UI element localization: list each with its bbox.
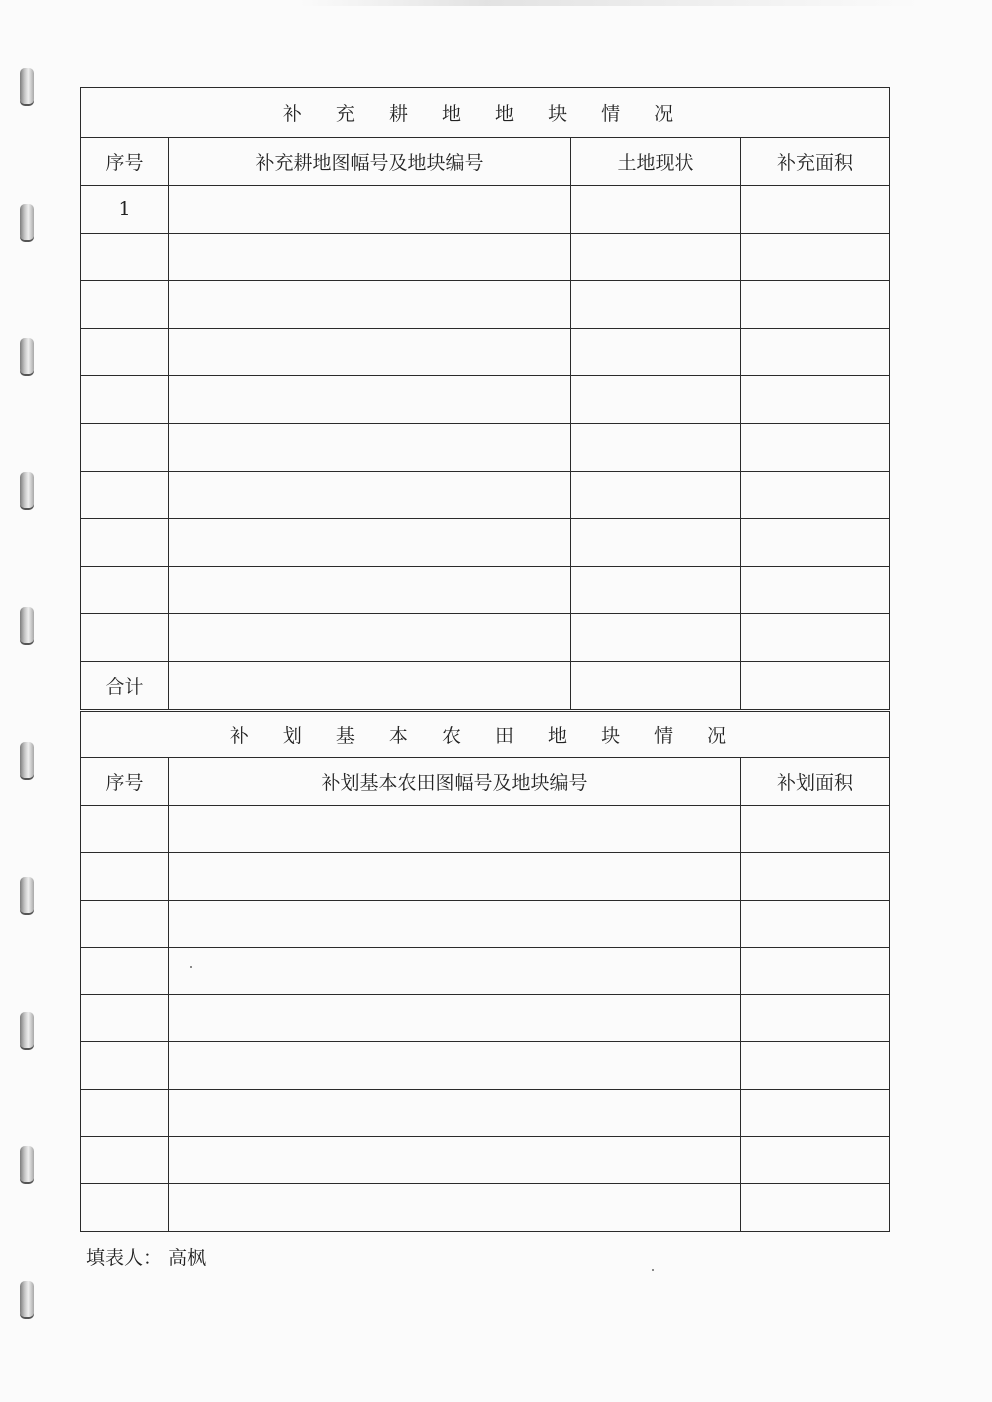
cell-map-no[interactable] <box>169 853 741 900</box>
cell-map-no[interactable] <box>169 947 741 994</box>
table-row <box>81 900 890 947</box>
cell-status[interactable] <box>571 614 741 662</box>
cell-status[interactable] <box>571 328 741 376</box>
scan-speck <box>652 1269 654 1271</box>
table-title-row <box>81 88 890 138</box>
table-body <box>81 806 890 1232</box>
cell-seq[interactable] <box>81 1042 169 1089</box>
table-row <box>81 566 890 614</box>
cell-map-no[interactable] <box>169 1137 741 1184</box>
header-seq: 序号 <box>81 758 169 806</box>
table-row <box>81 1184 890 1231</box>
supplement-basic-farmland-table <box>80 711 890 1232</box>
table-row <box>81 186 890 234</box>
cell-area[interactable] <box>741 1137 890 1184</box>
scan-smudge <box>300 0 920 6</box>
cell-status[interactable] <box>571 471 741 519</box>
binder-hole <box>20 742 34 778</box>
cell-map-no[interactable] <box>169 281 571 329</box>
table-title-row <box>81 712 890 758</box>
cell-status[interactable] <box>571 566 741 614</box>
binder-hole <box>20 68 34 104</box>
binder-hole <box>20 1012 34 1048</box>
section-title: 补 划 基 本 农 田 地 块 情 况 <box>81 712 890 758</box>
cell-map-no[interactable] <box>169 328 571 376</box>
cell-seq[interactable]: 1 <box>81 186 169 234</box>
cell-area[interactable] <box>741 233 890 281</box>
cell-seq[interactable] <box>81 281 169 329</box>
table-row <box>81 1042 890 1089</box>
cell-map-no[interactable] <box>169 423 571 471</box>
supplement-farmland-table <box>80 87 890 710</box>
table-header-row <box>81 138 890 186</box>
total-status-cell[interactable] <box>571 661 741 709</box>
total-row <box>81 661 890 709</box>
cell-status[interactable] <box>571 281 741 329</box>
scan-speck <box>190 966 192 968</box>
filler-name: 高枫 <box>168 1247 207 1269</box>
cell-area[interactable] <box>741 1089 890 1136</box>
cell-status[interactable] <box>571 186 741 234</box>
cell-map-no[interactable] <box>169 233 571 281</box>
filler-line <box>86 1243 206 1270</box>
cell-seq[interactable] <box>81 900 169 947</box>
binder-hole <box>20 472 34 508</box>
cell-map-no[interactable] <box>169 566 571 614</box>
cell-map-no[interactable] <box>169 1184 741 1231</box>
total-area-cell[interactable] <box>741 661 890 709</box>
cell-area[interactable] <box>741 376 890 424</box>
cell-map-no[interactable] <box>169 519 571 567</box>
cell-seq[interactable] <box>81 995 169 1042</box>
table-row <box>81 281 890 329</box>
cell-map-no[interactable] <box>169 376 571 424</box>
cell-area[interactable] <box>741 1042 890 1089</box>
binder-hole <box>20 338 34 374</box>
cell-seq[interactable] <box>81 519 169 567</box>
cell-seq[interactable] <box>81 1137 169 1184</box>
table-row <box>81 376 890 424</box>
cell-status[interactable] <box>571 233 741 281</box>
cell-seq[interactable] <box>81 614 169 662</box>
cell-map-no[interactable] <box>169 471 571 519</box>
header-map-number: 补划基本农田图幅号及地块编号 <box>169 758 741 806</box>
cell-area[interactable] <box>741 1184 890 1231</box>
cell-map-no[interactable] <box>169 900 741 947</box>
cell-map-no[interactable] <box>169 1042 741 1089</box>
table-row <box>81 1137 890 1184</box>
cell-seq[interactable] <box>81 1089 169 1136</box>
cell-area[interactable] <box>741 900 890 947</box>
cell-area[interactable] <box>741 281 890 329</box>
cell-area[interactable] <box>741 995 890 1042</box>
cell-seq[interactable] <box>81 947 169 994</box>
table-row <box>81 853 890 900</box>
cell-seq[interactable] <box>81 853 169 900</box>
cell-area[interactable] <box>741 423 890 471</box>
cell-seq[interactable] <box>81 471 169 519</box>
header-seq: 序号 <box>81 138 169 186</box>
table-body <box>81 186 890 662</box>
total-map-number-cell[interactable] <box>169 661 571 709</box>
cell-map-no[interactable] <box>169 186 571 234</box>
cell-map-no[interactable] <box>169 806 741 853</box>
header-land-status: 土地现状 <box>571 138 741 186</box>
binder-hole <box>20 877 34 913</box>
table-row <box>81 614 890 662</box>
cell-area[interactable] <box>741 566 890 614</box>
cell-seq[interactable] <box>81 1184 169 1231</box>
binder-hole <box>20 1281 34 1317</box>
cell-area[interactable] <box>741 186 890 234</box>
binder-hole <box>20 607 34 643</box>
cell-status[interactable] <box>571 519 741 567</box>
cell-seq[interactable] <box>81 233 169 281</box>
cell-map-no[interactable] <box>169 614 571 662</box>
cell-seq[interactable] <box>81 376 169 424</box>
section-title: 补 充 耕 地 地 块 情 况 <box>81 88 890 138</box>
table-row <box>81 947 890 994</box>
table-row <box>81 233 890 281</box>
header-area: 补划面积 <box>741 758 890 806</box>
total-label: 合计 <box>81 661 169 709</box>
header-map-number: 补充耕地图幅号及地块编号 <box>169 138 571 186</box>
table-row <box>81 423 890 471</box>
cell-status[interactable] <box>571 376 741 424</box>
binder-hole <box>20 1146 34 1182</box>
cell-status[interactable] <box>571 423 741 471</box>
binder-hole <box>20 204 34 240</box>
cell-seq[interactable] <box>81 566 169 614</box>
cell-map-no[interactable] <box>169 995 741 1042</box>
cell-seq[interactable] <box>81 328 169 376</box>
table-row <box>81 806 890 853</box>
cell-area[interactable] <box>741 947 890 994</box>
cell-area[interactable] <box>741 806 890 853</box>
cell-seq[interactable] <box>81 423 169 471</box>
cell-map-no[interactable] <box>169 1089 741 1136</box>
table-header-row <box>81 758 890 806</box>
table-row <box>81 328 890 376</box>
cell-seq[interactable] <box>81 806 169 853</box>
table-row <box>81 519 890 567</box>
cell-area[interactable] <box>741 853 890 900</box>
table-row <box>81 1089 890 1136</box>
header-area: 补充面积 <box>741 138 890 186</box>
cell-area[interactable] <box>741 471 890 519</box>
filler-label: 填表人： <box>86 1247 163 1269</box>
cell-area[interactable] <box>741 614 890 662</box>
cell-area[interactable] <box>741 519 890 567</box>
table-row <box>81 995 890 1042</box>
table-row <box>81 471 890 519</box>
cell-area[interactable] <box>741 328 890 376</box>
